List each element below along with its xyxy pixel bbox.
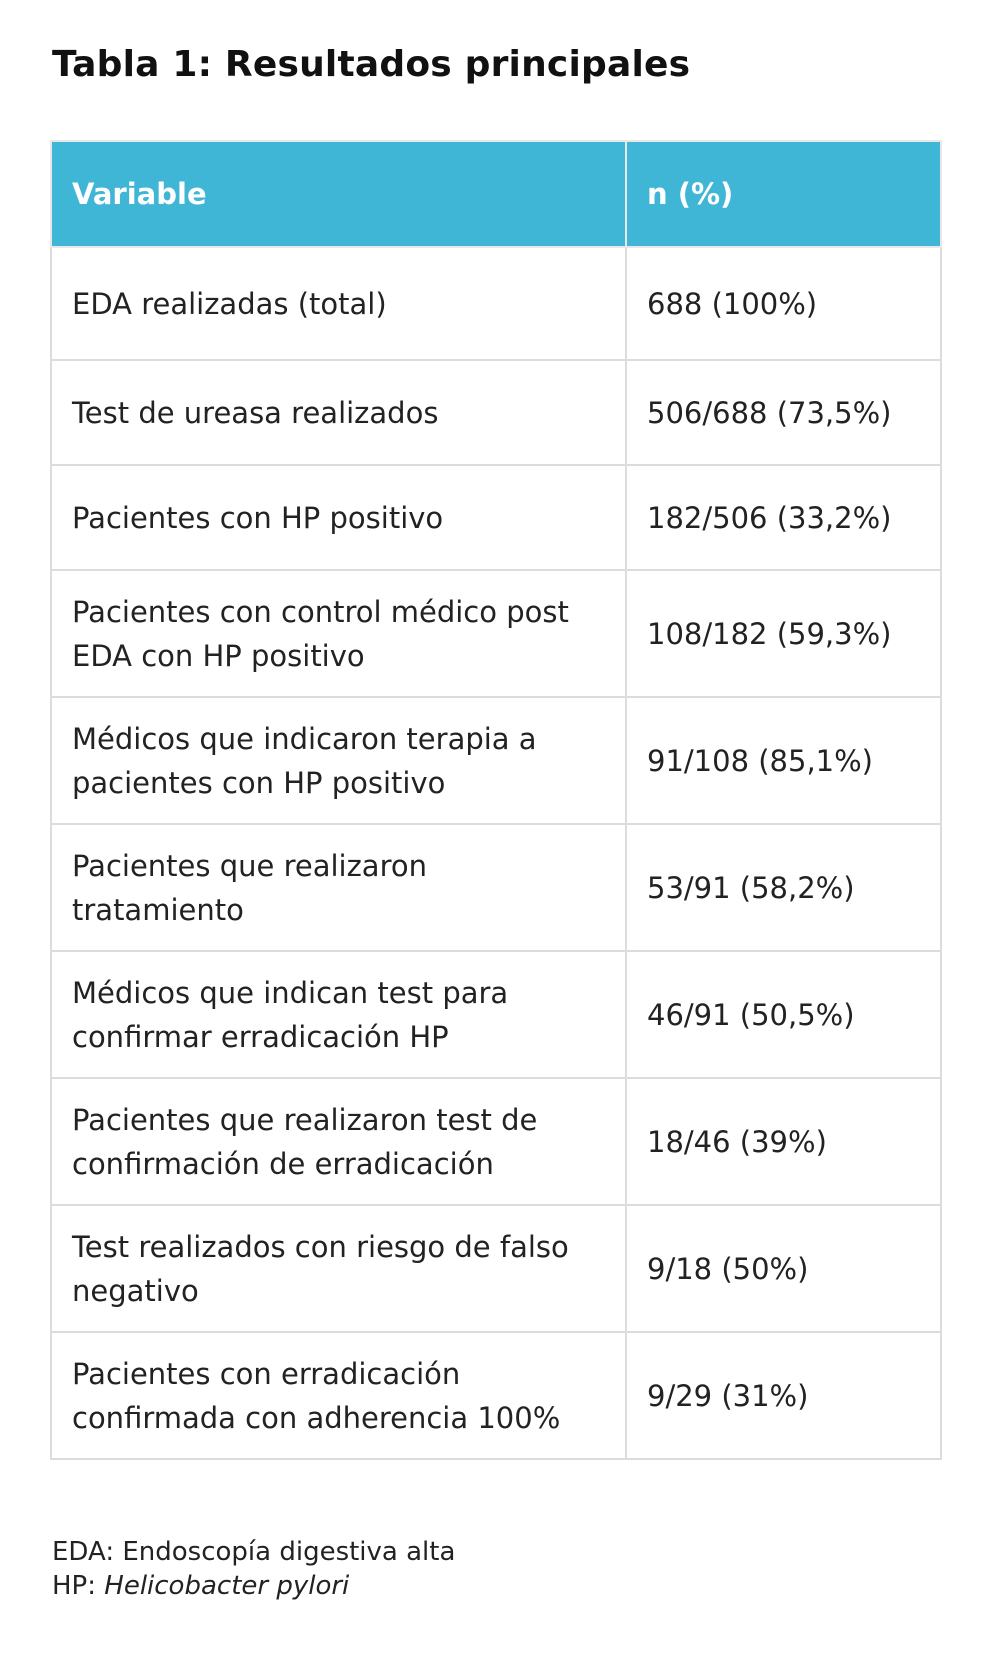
value-cell: 9/18 (50%) xyxy=(626,1205,941,1332)
variable-cell: Médicos que indican test para confirmar erradicación HP xyxy=(51,951,626,1078)
table-row xyxy=(51,1332,941,1459)
value-cell: 18/46 (39%) xyxy=(626,1078,941,1205)
variable-cell: Test realizados con riesgo de falso negativo xyxy=(51,1205,626,1332)
footnote-hp-prefix: HP: xyxy=(52,1571,105,1601)
variable-cell: Test de ureasa realizados xyxy=(51,360,626,465)
variable-cell: Médicos que indicaron terapia a pacientes con HP positivo xyxy=(51,697,626,824)
table-row xyxy=(51,465,941,570)
variable-cell: Pacientes con control médico post EDA con HP positivo xyxy=(51,570,626,697)
table-row xyxy=(51,1205,941,1332)
table-row xyxy=(51,824,941,951)
value-cell: 182/506 (33,2%) xyxy=(626,465,941,570)
footnotes xyxy=(52,1535,455,1603)
column-header-n-percent: n (%) xyxy=(626,141,941,247)
table-title: Tabla 1: Resultados principales xyxy=(52,44,691,85)
table-row xyxy=(51,1078,941,1205)
footnote-eda: EDA: Endoscopía digestiva alta xyxy=(52,1537,456,1567)
value-cell: 108/182 (59,3%) xyxy=(626,570,941,697)
footnote-hp-term: Helicobacter pylori xyxy=(104,1571,350,1601)
column-header-variable: Variable xyxy=(51,141,626,247)
table-row xyxy=(51,951,941,1078)
value-cell: 53/91 (58,2%) xyxy=(626,824,941,951)
table-row xyxy=(51,360,941,465)
table-row xyxy=(51,247,941,360)
value-cell: 91/108 (85,1%) xyxy=(626,697,941,824)
results-table xyxy=(50,140,942,1460)
value-cell: 688 (100%) xyxy=(626,247,941,360)
value-cell: 506/688 (73,5%) xyxy=(626,360,941,465)
variable-cell: Pacientes que realizaron test de confirmación de erradicación xyxy=(51,1078,626,1205)
table-header-row xyxy=(51,141,941,247)
variable-cell: Pacientes con HP positivo xyxy=(51,465,626,570)
variable-cell: Pacientes con erradicación confirmada con adherencia 100% xyxy=(51,1332,626,1459)
table-row xyxy=(51,697,941,824)
footnote-hp xyxy=(52,1569,455,1603)
variable-cell: EDA realizadas (total) xyxy=(51,247,626,360)
value-cell: 46/91 (50,5%) xyxy=(626,951,941,1078)
value-cell: 9/29 (31%) xyxy=(626,1332,941,1459)
variable-cell: Pacientes que realizaron tratamiento xyxy=(51,824,626,951)
table-row xyxy=(51,570,941,697)
